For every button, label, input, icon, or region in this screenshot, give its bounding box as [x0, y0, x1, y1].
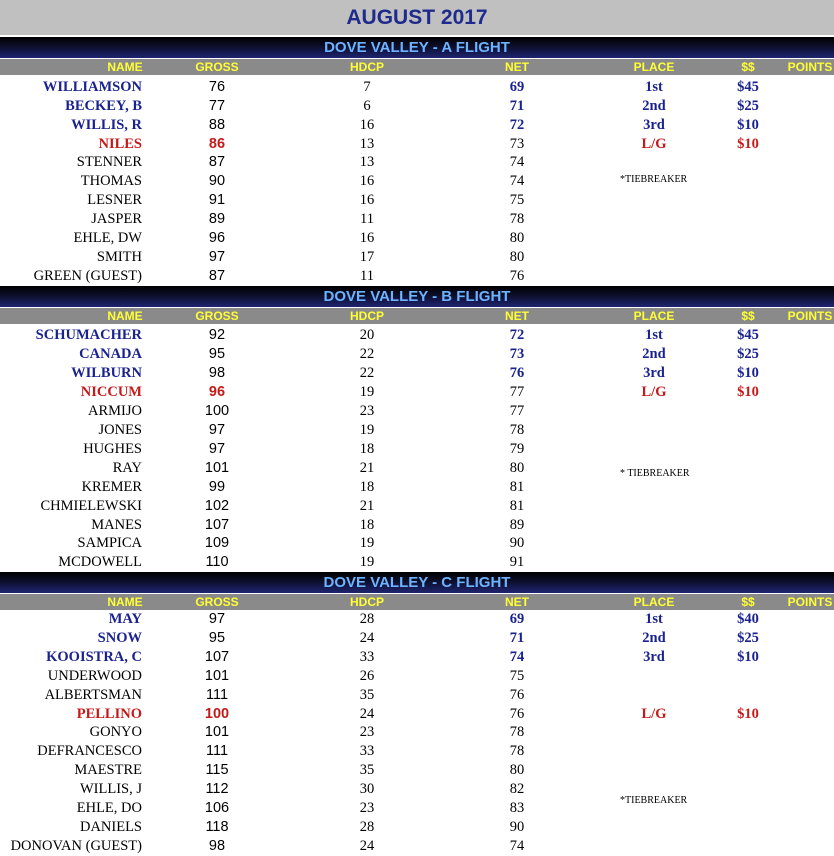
player-name: ALBERTSMAN	[44, 686, 142, 703]
gross-cell: 106	[204, 800, 230, 816]
net-cell: 80	[509, 762, 525, 779]
net-cell: 74	[509, 173, 525, 190]
net-cell: 74	[509, 648, 525, 665]
gross-cell: 77	[208, 97, 226, 114]
column-header-name: NAME	[107, 595, 143, 609]
table-row	[0, 267, 834, 286]
net-cell: 73	[509, 345, 525, 362]
player-name: UNDERWOOD	[47, 667, 142, 684]
column-header-gross: GROSS	[195, 309, 239, 323]
player-name: SCHUMACHER	[35, 327, 142, 343]
table-row	[0, 345, 834, 364]
player-name: SAMPICA	[77, 535, 142, 552]
player-name: SMITH	[96, 248, 142, 265]
hdcp-cell: 11	[360, 267, 374, 284]
column-header-row	[0, 594, 834, 610]
place-cell: L/G	[641, 135, 667, 152]
dollars-cell: $10	[737, 705, 759, 722]
flight-title-band	[0, 572, 834, 593]
column-header-place: PLACE	[633, 595, 675, 609]
hdcp-cell: 19	[359, 535, 375, 552]
player-name: BECKEY, B	[65, 97, 142, 114]
column-header-row	[0, 59, 834, 75]
table-row	[0, 648, 834, 667]
column-header-dollars: $$	[741, 595, 755, 609]
table-row	[0, 135, 834, 154]
table-row	[0, 516, 834, 535]
hdcp-cell: 11	[360, 210, 374, 227]
player-name: MAY	[108, 611, 142, 627]
hdcp-cell: 16	[359, 229, 375, 246]
player-name: JASPER	[91, 210, 142, 227]
net-cell: 75	[509, 667, 525, 684]
hdcp-cell: 35	[359, 686, 375, 703]
net-cell: 90	[509, 535, 525, 552]
net-cell: 89	[509, 516, 525, 533]
gross-cell: 98	[208, 837, 226, 854]
gross-cell: 92	[208, 327, 226, 343]
table-row	[0, 837, 834, 856]
place-cell: L/G	[641, 705, 667, 722]
gross-cell: 101	[204, 459, 230, 476]
table-row	[0, 667, 834, 686]
gross-cell: 100	[204, 402, 230, 419]
gross-cell: 111	[205, 686, 229, 703]
column-header-hdcp: HDCP	[349, 60, 384, 74]
hdcp-cell: 16	[359, 116, 375, 133]
net-cell: 71	[509, 97, 525, 114]
place-cell: 2nd	[642, 629, 666, 646]
hdcp-cell: 16	[359, 192, 375, 209]
column-header-hdcp: HDCP	[349, 595, 384, 609]
net-cell: 76	[509, 364, 525, 381]
player-name: DEFRANCESCO	[37, 743, 142, 760]
net-cell: 79	[509, 440, 525, 457]
dollars-cell: $10	[737, 116, 759, 133]
dollars-cell: $10	[737, 135, 759, 152]
table-row	[0, 629, 834, 648]
table-row	[0, 818, 834, 837]
place-cell: 1st	[645, 79, 663, 95]
net-cell: 72	[509, 116, 525, 133]
hdcp-cell: 19	[359, 554, 375, 571]
player-name: KREMER	[81, 478, 142, 495]
gross-cell: 99	[208, 478, 226, 495]
column-header-row	[0, 308, 834, 324]
gross-cell: 87	[208, 267, 226, 284]
table-row	[0, 116, 834, 135]
gross-cell: 107	[204, 516, 230, 533]
place-cell: 2nd	[642, 97, 666, 114]
net-cell: 76	[509, 267, 525, 284]
column-header-name: NAME	[107, 60, 143, 74]
column-header-place: PLACE	[633, 60, 675, 74]
player-name: CHMIELEWSKI	[40, 497, 142, 514]
page-title: AUGUST 2017	[346, 6, 488, 29]
hdcp-cell: 21	[359, 497, 375, 514]
player-name: RAY	[112, 459, 142, 476]
gross-cell: 95	[208, 345, 226, 362]
tiebreaker-note: *TIEBREAKER	[620, 795, 688, 807]
hdcp-cell: 22	[359, 345, 375, 362]
gross-cell: 107	[204, 648, 230, 665]
flight-title-band	[0, 286, 834, 307]
dollars-cell: $10	[737, 364, 759, 381]
dollars-cell: $45	[737, 327, 759, 343]
gross-cell: 90	[208, 173, 226, 190]
table-row	[0, 153, 834, 172]
place-cell: 2nd	[642, 345, 666, 362]
table-row	[0, 723, 834, 742]
net-cell: 75	[509, 192, 525, 209]
table-row	[0, 229, 834, 248]
table-row	[0, 326, 834, 345]
net-cell: 76	[509, 705, 525, 722]
player-name: WILLIS, R	[71, 116, 142, 133]
gross-cell: 112	[205, 781, 229, 798]
net-cell: 72	[509, 327, 525, 343]
player-name: NICCUM	[80, 383, 142, 400]
player-name: CANADA	[79, 345, 142, 362]
place-cell: 3rd	[643, 116, 665, 133]
dollars-cell: $10	[737, 648, 759, 665]
gross-cell: 97	[208, 421, 226, 438]
column-header-gross: GROSS	[195, 595, 239, 609]
dollars-cell: $25	[737, 345, 759, 362]
dollars-cell: $10	[737, 383, 759, 400]
gross-cell: 88	[208, 116, 226, 133]
player-name: MANES	[91, 516, 142, 533]
hdcp-cell: 23	[359, 402, 375, 419]
tiebreaker-note: *TIEBREAKER	[620, 174, 688, 186]
net-cell: 71	[509, 629, 525, 646]
hdcp-cell: 16	[359, 173, 375, 190]
hdcp-cell: 19	[359, 421, 375, 438]
gross-cell: 97	[208, 248, 226, 265]
hdcp-cell: 23	[359, 800, 375, 816]
column-header-place: PLACE	[633, 309, 675, 323]
player-name: EHLE, DO	[76, 800, 142, 816]
hdcp-cell: 18	[359, 478, 375, 495]
table-row	[0, 799, 834, 818]
gross-cell: 101	[204, 667, 230, 684]
player-name: JONES	[98, 421, 142, 438]
gross-cell: 86	[208, 135, 226, 152]
table-row	[0, 402, 834, 421]
net-cell: 77	[509, 402, 525, 419]
net-cell: 74	[509, 837, 525, 854]
net-cell: 82	[509, 781, 525, 798]
gross-cell: 96	[208, 229, 226, 246]
hdcp-cell: 18	[359, 516, 375, 533]
column-header-dollars: $$	[741, 60, 755, 74]
hdcp-cell: 21	[359, 459, 375, 476]
gross-cell: 118	[205, 818, 229, 835]
dollars-cell: $25	[737, 629, 759, 646]
hdcp-cell: 13	[359, 135, 375, 152]
gross-cell: 97	[208, 440, 226, 457]
net-cell: 69	[509, 611, 525, 627]
table-row	[0, 172, 834, 191]
net-cell: 83	[509, 800, 525, 816]
title-bar	[0, 0, 834, 35]
hdcp-cell: 24	[359, 837, 375, 854]
gross-cell: 102	[204, 497, 230, 514]
hdcp-cell: 23	[359, 724, 375, 741]
place-cell: 3rd	[643, 364, 665, 381]
table-row	[0, 191, 834, 210]
hdcp-cell: 35	[359, 762, 375, 779]
flight-title-band	[0, 37, 834, 58]
player-name: NILES	[98, 135, 142, 152]
hdcp-cell: 17	[359, 248, 375, 265]
place-cell: 1st	[645, 327, 663, 343]
hdcp-cell: 6	[363, 97, 371, 114]
hdcp-cell: 30	[359, 781, 375, 798]
player-name: WILBURN	[71, 364, 142, 381]
gross-cell: 111	[205, 743, 229, 760]
tiebreaker-note: * TIEBREAKER	[620, 468, 690, 480]
net-cell: 76	[509, 686, 525, 703]
place-cell: 3rd	[643, 648, 665, 665]
dollars-cell: $25	[737, 97, 759, 114]
net-cell: 90	[509, 818, 525, 835]
player-name: DONOVAN (GUEST)	[10, 837, 142, 854]
table-row	[0, 97, 834, 116]
player-name: DANIELS	[79, 818, 142, 835]
gross-cell: 97	[208, 611, 226, 627]
flight-title: DOVE VALLEY - A FLIGHT	[324, 39, 510, 56]
table-row	[0, 553, 834, 572]
table-row	[0, 210, 834, 229]
hdcp-cell: 20	[359, 327, 375, 343]
column-header-dollars: $$	[741, 309, 755, 323]
player-name: KOOISTRA, C	[46, 648, 142, 665]
table-row	[0, 78, 834, 97]
table-row	[0, 497, 834, 516]
table-row	[0, 705, 834, 724]
column-header-points: POINTS	[787, 60, 833, 74]
net-cell: 80	[509, 229, 525, 246]
player-name: MAESTRE	[74, 762, 142, 779]
player-name: WILLIAMSON	[42, 79, 142, 95]
column-header-hdcp: HDCP	[349, 309, 384, 323]
net-cell: 80	[509, 459, 525, 476]
column-header-net: NET	[505, 60, 529, 74]
player-name: ARMIJO	[88, 402, 142, 419]
table-row	[0, 248, 834, 267]
gross-cell: 109	[204, 535, 230, 552]
table-row	[0, 383, 834, 402]
table-row	[0, 780, 834, 799]
dollars-cell: $45	[737, 79, 759, 95]
hdcp-cell: 26	[359, 667, 375, 684]
net-cell: 91	[509, 554, 525, 571]
table-row	[0, 440, 834, 459]
hdcp-cell: 22	[359, 364, 375, 381]
hdcp-cell: 13	[359, 154, 375, 171]
player-name: GREEN (GUEST)	[33, 267, 142, 284]
column-header-points: POINTS	[787, 595, 833, 609]
place-cell: L/G	[641, 383, 667, 400]
table-row	[0, 459, 834, 478]
column-header-net: NET	[505, 309, 529, 323]
place-cell: 1st	[645, 611, 663, 627]
player-name: LESNER	[87, 192, 142, 209]
table-row	[0, 478, 834, 497]
flight-title: DOVE VALLEY - C FLIGHT	[323, 574, 511, 591]
net-cell: 81	[509, 497, 525, 514]
hdcp-cell: 33	[359, 648, 375, 665]
table-row	[0, 534, 834, 553]
gross-cell: 110	[205, 554, 229, 571]
table-row	[0, 761, 834, 780]
hdcp-cell: 18	[359, 440, 375, 457]
player-name: WILLIS, J	[79, 781, 142, 798]
hdcp-cell: 33	[359, 743, 375, 760]
gross-cell: 96	[208, 383, 226, 400]
hdcp-cell: 24	[359, 705, 375, 722]
column-header-gross: GROSS	[195, 60, 239, 74]
gross-cell: 115	[205, 762, 229, 779]
flight-title: DOVE VALLEY - B FLIGHT	[323, 288, 511, 305]
player-name: MCDOWELL	[58, 554, 142, 571]
gross-cell: 101	[204, 724, 230, 741]
gross-cell: 95	[208, 629, 226, 646]
net-cell: 74	[509, 154, 525, 171]
player-name: GONYO	[89, 724, 142, 741]
dollars-cell: $40	[737, 611, 759, 627]
gross-cell: 89	[208, 210, 226, 227]
table-row	[0, 421, 834, 440]
column-header-points: POINTS	[787, 309, 833, 323]
hdcp-cell: 28	[359, 611, 375, 627]
net-cell: 78	[509, 743, 525, 760]
table-row	[0, 364, 834, 383]
gross-cell: 87	[208, 154, 226, 171]
player-name: HUGHES	[83, 440, 142, 457]
table-row	[0, 610, 834, 629]
table-row	[0, 742, 834, 761]
player-name: THOMAS	[80, 173, 142, 190]
gross-cell: 100	[204, 705, 230, 722]
hdcp-cell: 19	[359, 383, 375, 400]
table-row	[0, 686, 834, 705]
player-name: EHLE, DW	[73, 229, 142, 246]
net-cell: 78	[509, 210, 525, 227]
gross-cell: 76	[208, 79, 226, 95]
gross-cell: 98	[208, 364, 226, 381]
net-cell: 77	[509, 383, 525, 400]
hdcp-cell: 28	[359, 818, 375, 835]
net-cell: 81	[509, 478, 525, 495]
column-header-net: NET	[505, 595, 529, 609]
net-cell: 78	[509, 724, 525, 741]
player-name: PELLINO	[76, 705, 142, 722]
hdcp-cell: 24	[359, 629, 375, 646]
player-name: STENNER	[76, 154, 142, 171]
gross-cell: 91	[208, 192, 226, 209]
net-cell: 69	[509, 79, 525, 95]
column-header-name: NAME	[107, 309, 143, 323]
net-cell: 78	[509, 421, 525, 438]
net-cell: 73	[509, 135, 525, 152]
player-name: SNOW	[97, 629, 142, 646]
hdcp-cell: 7	[363, 79, 371, 95]
net-cell: 80	[509, 248, 525, 265]
